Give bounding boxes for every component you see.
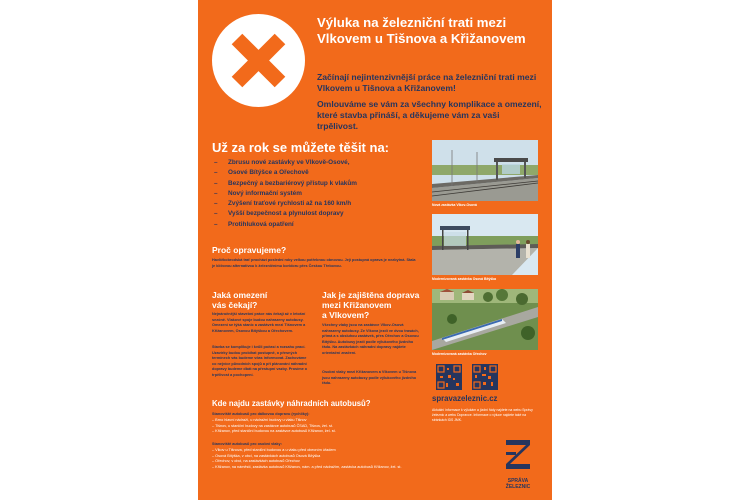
poster-title (317, 15, 542, 47)
title-line1-pre: Výluka na (317, 15, 383, 30)
limits-heading-1: Jaká omezení (212, 290, 268, 300)
list-item: – Tišnov, u staniční budovy na zastávce autobusů ČSAD, Tišnov, žel. st. (212, 423, 333, 428)
intro-paragraph-1: Začínají nejintenzivnější práce na železniční trati mezi Vlkovem u Tišnova a Křižanovem! (317, 72, 537, 93)
photo-orechov (432, 289, 538, 350)
photo-caption-2: Modernizovaná zastávka Osová Bítýška (432, 277, 497, 281)
benefits-list (212, 158, 417, 230)
poster (198, 0, 552, 500)
replacement-heading-2: mezi Křižanovem (322, 300, 392, 310)
stops-heading: Kde najdu zastávky náhradních autobusů? (212, 399, 371, 408)
website-link[interactable]: spravazeleznic.cz (432, 394, 498, 403)
replacement-text-2: Osobní vlaky mezi Křižanovem a Vlkovem u Tišnova jsou nahrazeny autobusy podle výlukového jízdního řádu. (322, 370, 417, 386)
photo-caption-1: Nová zastávka Vlkov-Osová (432, 203, 477, 207)
logo-text (498, 478, 538, 490)
replacement-text-1: Všechny vlaky jsou na zastávce Vlkov-Osová nahrazeny autobusy. Ze Vlkova jezdí ve dvou trasách, přímá a s obsluhou zastávek, přes Ořechov a Osovou Bítýšku. Autobusy jezdí podle výlukového jízdního řádu. Na zastávkách náhradní dopravy najdete orientační značení. (322, 323, 419, 355)
list-item: – Osové Bítýšce a Ořechově (212, 168, 417, 178)
limits-text-1: Nejnáročnější stavební práce nás čekají až v letošní sezóně. Vlakové spoje budou nahrazeny autobusy. Omezení se týká stanic a zastávek mezi Tišnovem a Křižanovem, Osovou Bítýškou a Ořechovem. (212, 312, 306, 333)
list-item: – Bezpečný a bezbariérový přístup k vlakům (212, 179, 417, 189)
photo-vlkov-osova (432, 140, 538, 201)
intro-text (317, 72, 542, 137)
stops-group2-title: Stanoviště autobusů pro osobní vlaky: (212, 442, 282, 446)
list-item: – Zbrusu nové zastávky ve Vlkově-Osové, (212, 158, 417, 168)
closure-icon (212, 14, 305, 107)
photo-osova-bityska (432, 214, 538, 275)
title-line2: Vlkovem u Tišnova a Křižanovem (317, 31, 526, 46)
qr-code-icon[interactable] (436, 364, 462, 390)
list-item: – Vlkov u Tišnova, před staniční budovou a u vlaku před obecním úřadem (212, 448, 336, 452)
limits-text-2: Stavba se komplikuje i kvůli počasí a rozsahu prací. Uzavírky budou probíhat postupně, o přesných termínech vás budeme včas informovat. Zachováme co nejvíce původních spojů a při plánování náhradní dopravy budeme dbát na přestupní vazby. Prosíme o trpělivost a pochopení. (212, 345, 308, 377)
why-heading: Proč opravujeme? (212, 245, 287, 255)
list-item: – Protihluková opatření (212, 220, 417, 230)
replacement-heading-3: a Vlkovem? (322, 310, 370, 320)
list-item: – Křižanov, na náměstí, zastávka autobusů Křižanov, nám. a před nádražím, zastávka autobusů Křižanov, žel. st. (212, 464, 402, 469)
list-item: – Vyšší bezpečnost a plynulost dopravy (212, 209, 417, 219)
stops-group1-list (212, 418, 422, 435)
qr-code-icon[interactable] (472, 364, 498, 390)
replacement-heading-1: Jak je zajištěna doprava (322, 290, 420, 300)
list-item: – Ořechov, v obci, na zastávkách autobusů Ořechov (212, 459, 300, 464)
photo-caption-3: Modernizovaná zastávka Ořechov (432, 352, 487, 356)
logo-line-1: SPRÁVA (507, 478, 529, 484)
intro-paragraph-2: Omlouváme se vám za všechny komplikace a omezení, které stavba přináší, a děkujeme vám za vaši trpělivost. (317, 99, 542, 131)
why-text: Havlíčkobrodská trať prochází poslední roky velkou potřebnou obnovou. Její postupná oprava je nezbytná. Stala je klíčovou alternativou k železničnímu koridoru přes Českou Třebovou. (212, 258, 416, 268)
replacement-heading (322, 290, 427, 320)
stops-group2-list (212, 448, 422, 470)
logo-line-2: ŽELEZNIC (505, 484, 531, 490)
list-item: – Brno hlavní nádraží, u nádražní budovy u vlaku Tišnov (212, 418, 307, 422)
list-item: – Zvýšení traťové rychlosti až na 160 km/h (212, 199, 417, 209)
list-item: – Křižanov, před staniční budovou na zastávce autobusů Křižanov, žel. st. (212, 429, 336, 434)
list-item: – Osová Bítýška, v obci, na zastávkách autobusů Osová Bítýška (212, 453, 321, 458)
benefits-heading: Už za rok se můžete těšit na: (212, 140, 389, 155)
stops-group1-title: Stanoviště autobusů pro dálkovou dopravu (rychlíky): (212, 412, 310, 416)
title-line1-em: železniční trati mezi (382, 15, 507, 30)
limits-heading-2: vás čekají? (212, 300, 258, 310)
contact-note: Aktuální informace k výlukám a jízdní řády najdete na webu Správy železnic a webu Dopravce. Informace o výluce najdete také na stránkách IDS JMK. (432, 408, 533, 422)
limits-heading (212, 290, 307, 310)
list-item: – Nový informační systém (212, 189, 417, 199)
